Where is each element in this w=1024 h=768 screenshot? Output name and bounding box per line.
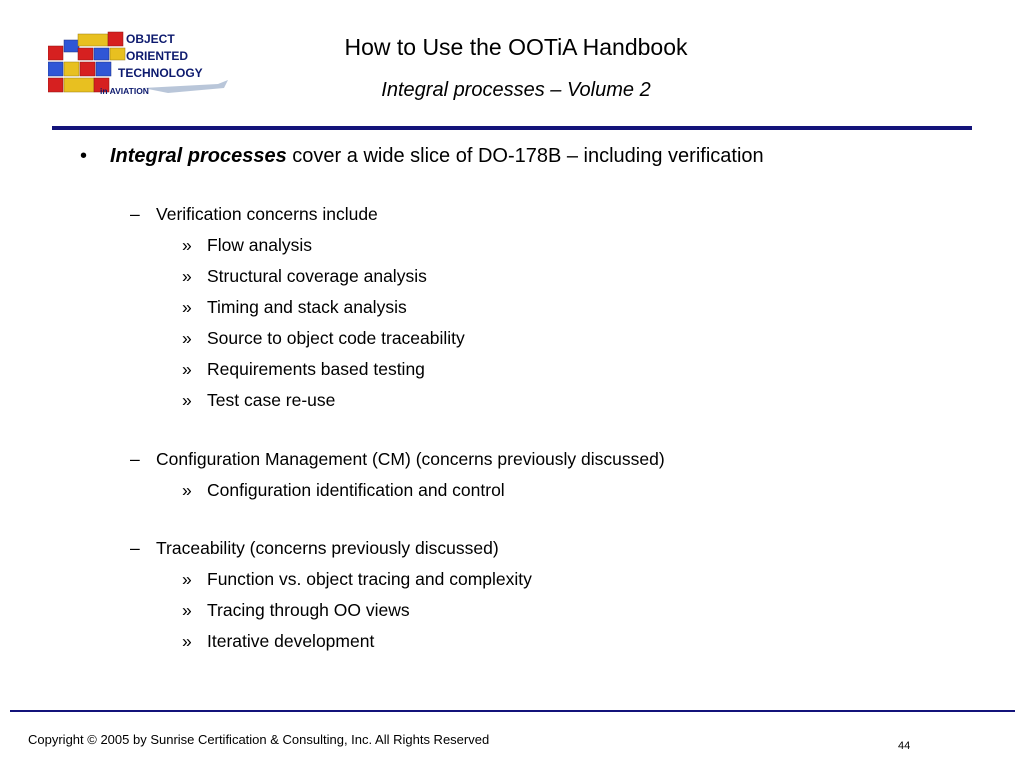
dash-marker: – [130,204,140,224]
list-item-text: Function vs. object tracing and complexity [207,569,532,589]
section-heading-verification [130,204,378,225]
copyright-notice: Copyright © 2005 by Sunrise Certification & Consulting, Inc. All Rights Reserved [28,732,490,747]
slide-title: How to Use the OOTiA Handbook [344,34,688,60]
section-heading-configuration-management [130,449,665,470]
list-item [182,600,410,621]
list-item-text: Tracing through OO views [207,600,410,620]
item-marker: » [182,600,192,620]
section-heading-traceability [130,538,499,559]
list-item [182,359,425,380]
item-marker: » [182,359,192,379]
page-number: 44 [898,740,911,752]
list-item [182,235,312,256]
list-item [182,266,427,287]
item-marker: » [182,297,192,317]
bullet-emphasis: Integral processes [110,145,287,167]
list-item-text: Requirements based testing [207,359,425,379]
list-item [182,569,532,590]
section-heading-text: Verification concerns include [156,204,378,224]
logo-subline: in AVIATION [100,86,149,96]
section-heading-text: Configuration Management (CM) (concerns previously discussed) [156,449,665,469]
footer-divider [10,710,1015,712]
item-marker: » [182,328,192,348]
item-marker: » [182,569,192,589]
header-divider [52,126,972,130]
list-item [182,297,407,318]
bullet-text: cover a wide slice of DO-178B – including verification [286,145,764,167]
list-item [182,328,465,349]
item-marker: » [182,631,192,651]
item-marker: » [182,266,192,286]
list-item-text: Source to object code traceability [207,328,465,348]
logo-line-2: ORIENTED [126,49,189,63]
dash-marker: – [130,449,140,469]
slide-subtitle: Integral processes – Volume 2 [381,79,651,101]
section-heading-text: Traceability (concerns previously discussed) [156,538,499,558]
list-item-text: Timing and stack analysis [207,297,407,317]
dash-marker: – [130,538,140,558]
list-item [182,480,505,501]
item-marker: » [182,235,192,255]
list-item-text: Iterative development [207,631,375,651]
list-item-text: Structural coverage analysis [207,266,427,286]
logo-line-3: TECHNOLOGY [118,66,203,80]
bullet-marker: • [80,145,88,167]
list-item-text: Configuration identification and control [207,480,505,500]
list-item-text: Test case re-use [207,390,336,410]
logo-line-1: OBJECT [126,32,175,46]
item-marker: » [182,390,192,410]
main-bullet [80,145,764,168]
list-item [182,631,374,652]
item-marker: » [182,480,192,500]
list-item [182,390,335,411]
list-item-text: Flow analysis [207,235,313,255]
